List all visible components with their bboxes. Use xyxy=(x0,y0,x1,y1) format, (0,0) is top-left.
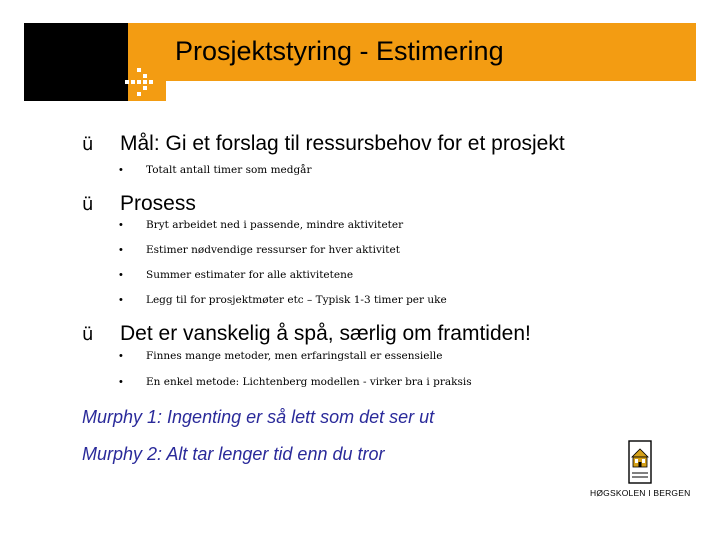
murphy-law-1: Murphy 1: Ingenting er så lett som det ser ut xyxy=(82,407,435,427)
section-item: Bryt arbeidet ned i passende, mindre aktiviteter xyxy=(146,219,404,231)
section-item: Totalt antall timer som medgår xyxy=(146,164,312,176)
section-item: Finnes mange metoder, men erfaringstall er essensielle xyxy=(146,350,443,362)
section-item: Estimer nødvendige ressurser for hver aktivitet xyxy=(146,244,400,256)
bullet-icon: • xyxy=(119,294,123,306)
bullet-icon: • xyxy=(119,269,123,281)
checkmark-icon: ü xyxy=(82,194,94,215)
dotted-arrow-icon xyxy=(123,66,157,100)
bullet-icon: • xyxy=(119,376,123,388)
section-heading-goal: Mål: Gi et forslag til ressursbehov for et prosjekt xyxy=(120,132,565,155)
bullet-icon: • xyxy=(119,164,123,176)
bullet-icon: • xyxy=(119,219,123,231)
bullet-icon: • xyxy=(119,350,123,362)
section-heading-process: Prosess xyxy=(120,192,196,215)
murphy-law-2: Murphy 2: Alt tar lenger tid enn du tror xyxy=(82,444,385,464)
checkmark-icon: ü xyxy=(82,134,94,155)
college-logo xyxy=(590,440,690,510)
header-black-block xyxy=(24,23,128,101)
section-item: Legg til for prosjektmøter etc – Typisk 1-3 timer per uke xyxy=(146,294,447,306)
checkmark-icon: ü xyxy=(82,324,94,345)
bullet-icon: • xyxy=(119,244,123,256)
section-item: Summer estimater for alle aktivitetene xyxy=(146,269,354,281)
section-heading-forecast: Det er vanskelig å spå, særlig om framtiden! xyxy=(120,322,531,345)
college-name: HØGSKOLEN I BERGEN xyxy=(590,488,691,498)
college-building-icon xyxy=(628,440,652,484)
section-item: En enkel metode: Lichtenberg modellen - virker bra i praksis xyxy=(146,376,472,388)
slide-title: Prosjektstyring - Estimering xyxy=(175,36,504,66)
